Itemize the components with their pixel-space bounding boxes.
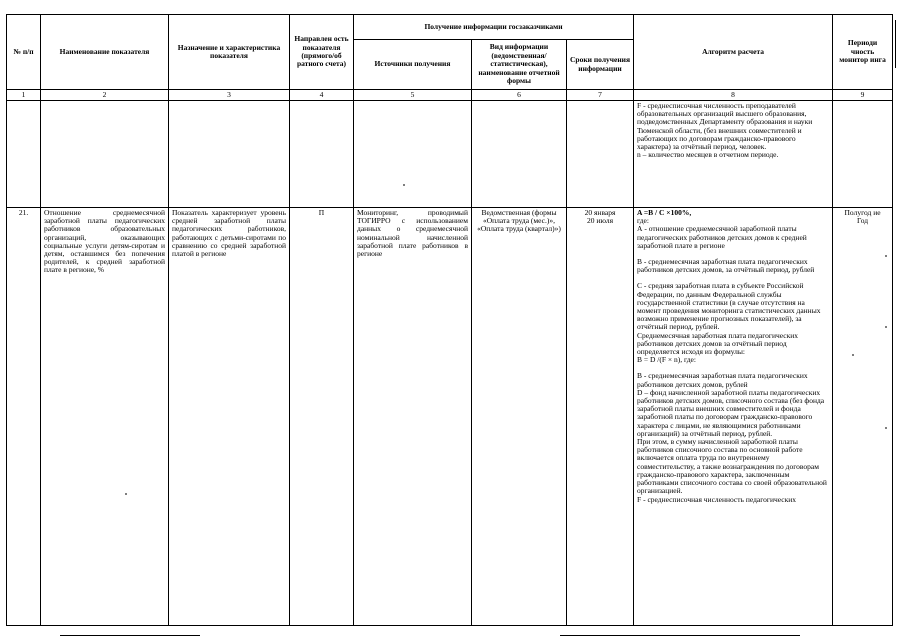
row-number: 21. — [7, 208, 41, 626]
header-info-type: Вид информации (ведомственная/ статистическая), наименование отчетной формы — [472, 40, 567, 90]
definition-a: А - отношение среднемесячной заработной платы педагогических работников детских домов к средней заработной плате в регионе — [637, 224, 807, 250]
column-number-row — [7, 90, 893, 101]
formula-intro: Среднемесячная заработная плата педагогических работников детских домов за отчётный период определяется исходя из формулы: — [637, 330, 799, 357]
information-sources: Мониторинг, проводимый ТОГИРРО с использованием данных о среднемесячной номинальной начисленной заработной плате работников в регионе — [354, 208, 472, 626]
definition-f: F - среднесписочная численность педагогических — [637, 494, 796, 504]
header-periodicity: Периоди чность монитор инга — [833, 15, 893, 90]
indicators-table — [6, 14, 893, 626]
calculation-algorithm — [634, 208, 833, 626]
formula-secondary: B = D /(F × n), где: — [637, 355, 696, 365]
definition-b-secondary: B - среднемесячная заработная плата педагогических работников детских домов, рублей — [637, 371, 808, 389]
header-num: № п/п — [7, 15, 41, 90]
calculation-note: При этом, в сумму начисленной заработной платы работников списочного состава по основной работе включается оплата труда по внутреннему совместительству, а также вознаграждения по договорам гражданско-правового характера, заключенным работниками списочного состава со своей образовательной организацией. — [637, 437, 827, 496]
column-number: 4 — [290, 90, 354, 101]
definition-b: В - среднемесячная заработная плата педагогических работников детских домов, за отчётный период, рублей — [637, 257, 815, 275]
column-number: 6 — [472, 90, 567, 101]
definition-c: С - средняя заработная плата в субъекте Российской Федерации, по данным Федеральной службы государственной статистики (в случае отсутствия на момент проведения мониторинга статистических данных возможно применение прогнозных показателей), за отчётный период, рублей. — [637, 281, 821, 332]
monitoring-periodicity: Полугод ие Год — [833, 208, 893, 626]
column-number: 8 — [634, 90, 833, 101]
indicator-direction: П — [290, 208, 354, 626]
column-number: 1 — [7, 90, 41, 101]
scan-bottom-line-right — [560, 635, 800, 636]
header-direction: Направлен ость показателя (прямого/об ратного счета) — [290, 15, 354, 90]
scan-edge-line — [895, 20, 896, 68]
information-type: Ведомственная (формы «Оплата труда (мес.)», «Оплата труда (квартал)») — [472, 208, 567, 626]
header-algorithm: Алгоритм расчета — [634, 15, 833, 90]
header-name: Наименование показателя — [41, 15, 169, 90]
column-number: 2 — [41, 90, 169, 101]
column-number: 5 — [354, 90, 472, 101]
indicator-purpose: Показатель характеризует уровень средней заработной платы педагогических работников, работающих с детьми-сиротами по сравнению со средней заработной платой в регионе — [169, 208, 290, 626]
header-purpose: Назначение и характеристика показателя — [169, 15, 290, 90]
column-number: 3 — [169, 90, 290, 101]
column-number: 7 — [567, 90, 634, 101]
table-row-21 — [7, 208, 893, 626]
continuation-row — [7, 101, 893, 208]
header-deadlines: Сроки получения информации — [567, 40, 634, 90]
definition-d: D – фонд начисленной заработной платы педагогических работников детских домов, списочного состава (без фонда заработной платы внешних совместителей и фонда заработной платы по договорам гражданско-правового характера с лицами, не являющимися работниками организаций) за отчётный период, рублей. — [637, 387, 825, 438]
indicator-name: Отношение среднемесячной заработной платы педагогических работников образовательных организаций, оказывающих социальные услуги детям-сиротам и детям, оставшимся без попечения родителей, к средней заработной плате в регионе, % — [41, 208, 169, 626]
continuation-algorithm: F - среднесписочная численность преподавателей образовательных организаций высшего образования, подведомственных Департаменту образования и науки Тюменской области, (без внешних совместителей и работающих по договорам гражданско-правового характера) за отчётный период, человек. n – количество месяцев в отчетном периоде. — [634, 101, 833, 208]
scan-bottom-line-left — [60, 635, 200, 636]
formula-main: A =B / C ×100%, — [637, 208, 692, 217]
information-deadlines: 20 января 20 июля — [567, 208, 634, 626]
header-sources: Источники получения — [354, 40, 472, 90]
header-info-group: Получение информации госзаказчиками — [354, 15, 634, 40]
column-number: 9 — [833, 90, 893, 101]
formula-where: где: — [637, 216, 649, 226]
